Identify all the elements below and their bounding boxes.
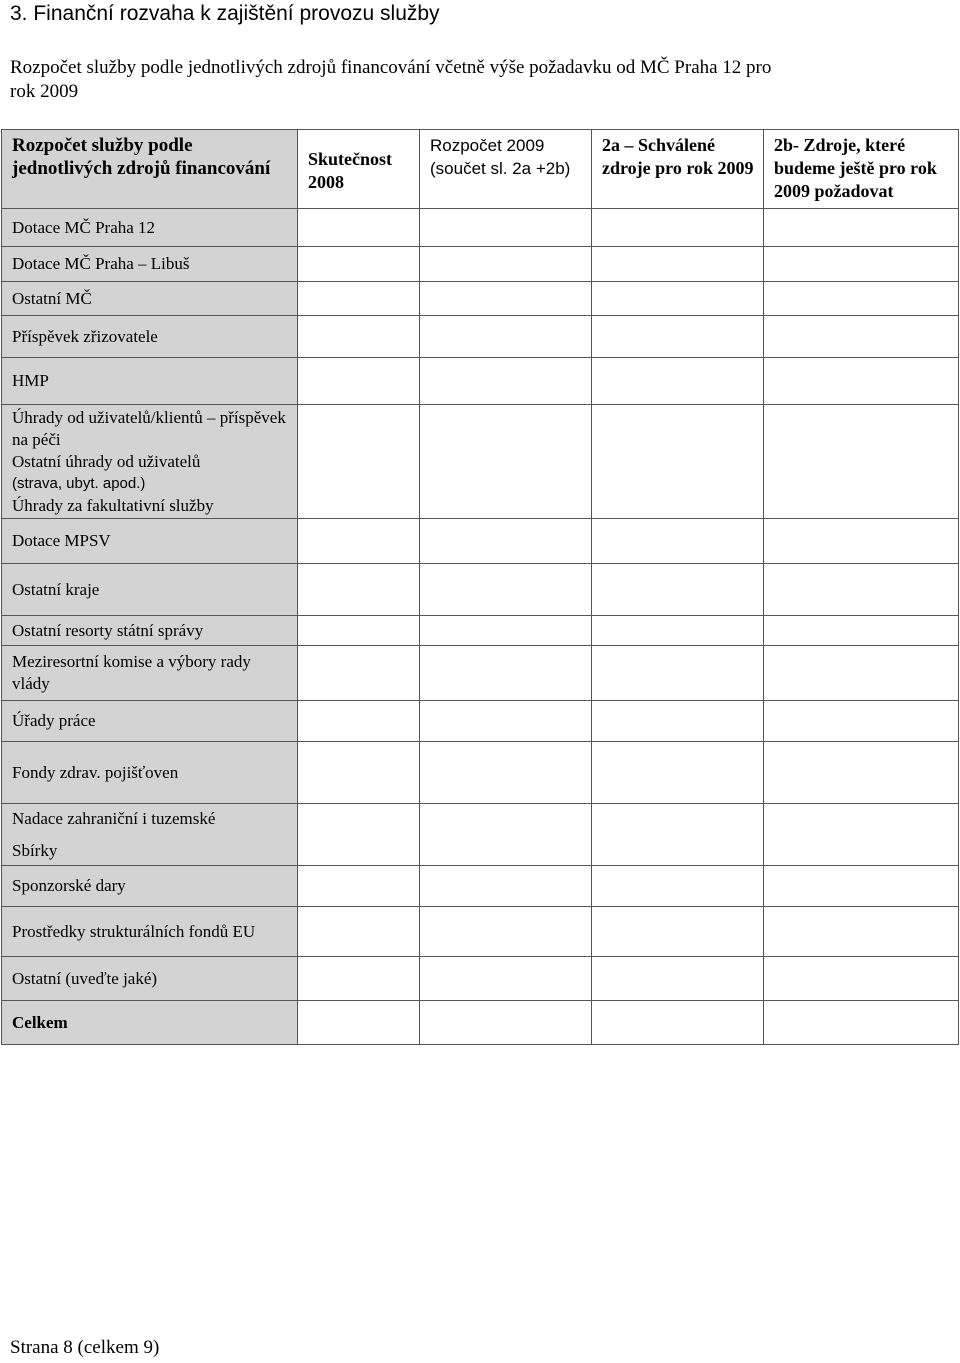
cell-requested-2009[interactable] [764,1001,959,1045]
cell-requested-2009[interactable] [764,742,959,804]
cell-requested-2009[interactable] [764,519,959,564]
table-row [2,957,959,1001]
cell-requested-2009[interactable] [764,804,959,866]
cell-approved-2009[interactable] [592,804,764,866]
section-heading: 3. Finanční rozvaha k zajištění provozu služby [10,2,440,25]
table-row [2,316,959,358]
row-label: Úhrady od uživatelů/klientů – příspěvek na péči [12,407,286,449]
row-label: Úhrady za fakultativní služby [12,495,214,515]
cell-budget-2009[interactable] [420,646,592,701]
table-row [2,616,959,646]
cell-approved-2009[interactable] [592,616,764,646]
row-label: Ostatní MČ [2,282,298,316]
page-footer: Strana 8 (celkem 9) [10,1337,160,1358]
cell-actual-2008[interactable] [298,646,420,701]
row-label: Sbírky [12,840,58,860]
cell-budget-2009[interactable] [420,616,592,646]
header-funding-source: Rozpočet služby podle jednotlivých zdrojů financování [2,130,298,209]
table-row [2,907,959,957]
cell-requested-2009[interactable] [764,866,959,907]
row-label: Příspěvek zřizovatele [2,316,298,358]
table-row [2,405,959,519]
cell-approved-2009[interactable] [592,358,764,405]
cell-actual-2008[interactable] [298,564,420,616]
cell-approved-2009[interactable] [592,282,764,316]
table-row [2,1001,959,1045]
cell-requested-2009[interactable] [764,316,959,358]
table-row [2,804,959,866]
row-label: Úřady práce [2,701,298,742]
cell-actual-2008[interactable] [298,907,420,957]
cell-budget-2009[interactable] [420,405,592,519]
table-row [2,282,959,316]
row-label: Nadace zahraniční i tuzemské [12,808,216,828]
header-budget-2009: Rozpočet 2009 (součet sl. 2a +2b) [420,130,592,209]
row-label: Ostatní resorty státní správy [2,616,298,646]
row-label: Ostatní úhrady od uživatelů [12,451,201,471]
cell-actual-2008[interactable] [298,519,420,564]
row-label: Dotace MPSV [2,519,298,564]
table-row [2,866,959,907]
cell-approved-2009[interactable] [592,405,764,519]
cell-requested-2009[interactable] [764,209,959,247]
cell-requested-2009[interactable] [764,616,959,646]
cell-budget-2009[interactable] [420,564,592,616]
cell-requested-2009[interactable] [764,564,959,616]
cell-approved-2009[interactable] [592,742,764,804]
header-requested-2009: 2b- Zdroje, které budeme ještě pro rok 2009 požadovat [764,130,959,209]
cell-budget-2009[interactable] [420,804,592,866]
cell-actual-2008[interactable] [298,866,420,907]
row-label: HMP [2,358,298,405]
cell-actual-2008[interactable] [298,316,420,358]
table-row [2,564,959,616]
cell-requested-2009[interactable] [764,405,959,519]
cell-approved-2009[interactable] [592,907,764,957]
document-subtitle: Rozpočet služby podle jednotlivých zdrojů financování včetně výše požadavku od MČ Praha 12 pro rok 2009 [10,57,772,102]
cell-requested-2009[interactable] [764,358,959,405]
table-row [2,646,959,701]
cell-actual-2008[interactable] [298,405,420,519]
cell-budget-2009[interactable] [420,209,592,247]
cell-actual-2008[interactable] [298,742,420,804]
cell-approved-2009[interactable] [592,316,764,358]
cell-requested-2009[interactable] [764,701,959,742]
cell-approved-2009[interactable] [592,957,764,1001]
cell-requested-2009[interactable] [764,646,959,701]
cell-actual-2008[interactable] [298,247,420,282]
cell-approved-2009[interactable] [592,209,764,247]
table-header-row [2,130,959,209]
cell-requested-2009[interactable] [764,957,959,1001]
cell-budget-2009[interactable] [420,866,592,907]
cell-budget-2009[interactable] [420,957,592,1001]
cell-budget-2009[interactable] [420,907,592,957]
row-label-group [2,804,298,866]
row-label: Prostředky strukturálních fondů EU [2,907,298,957]
cell-budget-2009[interactable] [420,701,592,742]
row-label: Dotace MČ Praha – Libuš [2,247,298,282]
cell-actual-2008[interactable] [298,804,420,866]
row-label-note: (strava, ubyt. apod.) [12,474,146,492]
cell-actual-2008[interactable] [298,701,420,742]
header-approved-2009: 2a – Schválené zdroje pro rok 2009 [592,130,764,209]
cell-approved-2009[interactable] [592,564,764,616]
cell-budget-2009[interactable] [420,1001,592,1045]
row-label: Fondy zdrav. pojišťoven [2,742,298,804]
cell-budget-2009[interactable] [420,247,592,282]
cell-approved-2009[interactable] [592,701,764,742]
cell-requested-2009[interactable] [764,282,959,316]
cell-budget-2009[interactable] [420,742,592,804]
cell-requested-2009[interactable] [764,247,959,282]
table-row [2,701,959,742]
budget-table [1,129,959,1045]
row-label-total: Celkem [2,1001,298,1045]
cell-requested-2009[interactable] [764,907,959,957]
row-label: Dotace MČ Praha 12 [2,209,298,247]
cell-approved-2009[interactable] [592,247,764,282]
table-row [2,358,959,405]
table-row [2,742,959,804]
cell-actual-2008[interactable] [298,616,420,646]
cell-actual-2008[interactable] [298,358,420,405]
cell-actual-2008[interactable] [298,957,420,1001]
row-label: Ostatní (uveďte jaké) [2,957,298,1001]
cell-actual-2008[interactable] [298,1001,420,1045]
cell-budget-2009[interactable] [420,519,592,564]
cell-budget-2009[interactable] [420,282,592,316]
cell-budget-2009[interactable] [420,358,592,405]
header-actual-2008: Skutečnost 2008 [298,130,420,209]
table-row [2,519,959,564]
cell-budget-2009[interactable] [420,316,592,358]
cell-approved-2009[interactable] [592,519,764,564]
cell-approved-2009[interactable] [592,646,764,701]
cell-actual-2008[interactable] [298,282,420,316]
row-label-group [2,405,298,519]
cell-actual-2008[interactable] [298,209,420,247]
table-row [2,209,959,247]
row-label: Sponzorské dary [2,866,298,907]
table-row [2,247,959,282]
row-label: Ostatní kraje [2,564,298,616]
cell-approved-2009[interactable] [592,866,764,907]
cell-approved-2009[interactable] [592,1001,764,1045]
row-label: Meziresortní komise a výbory rady vlády [2,646,298,701]
